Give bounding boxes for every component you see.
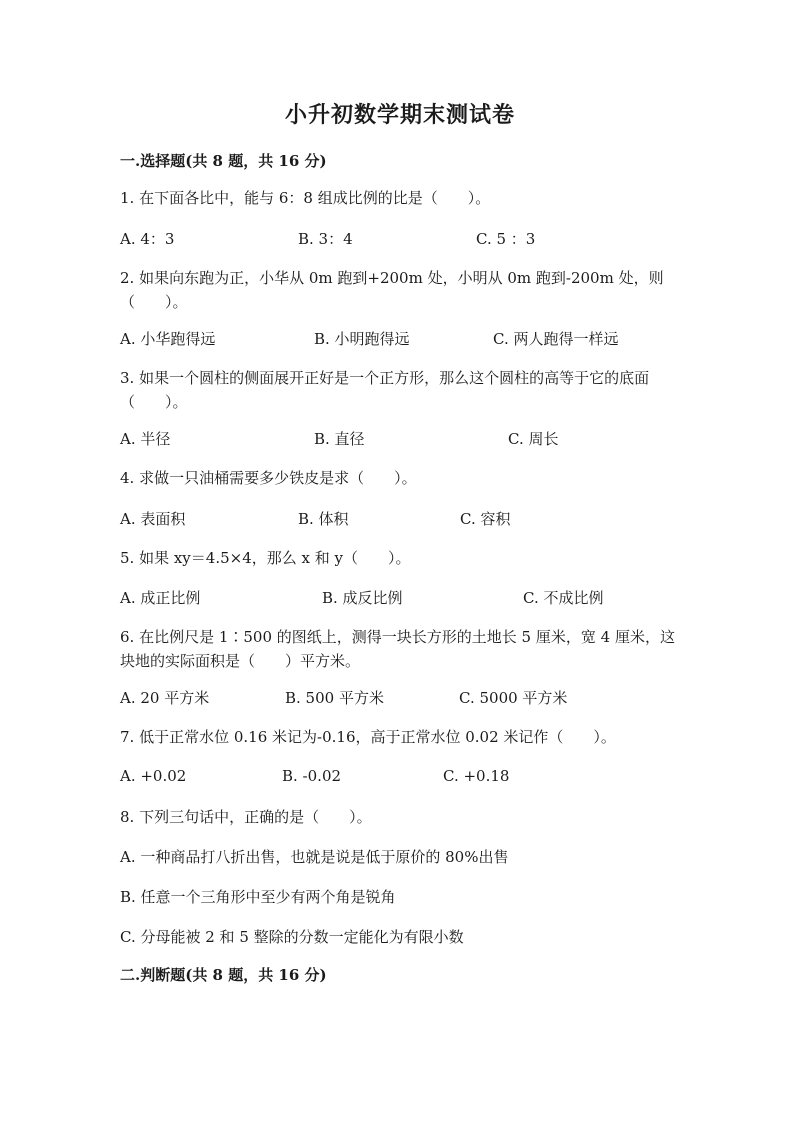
question-7-option-b: B. -0.02 (282, 767, 342, 785)
question-8-option-a: A. 一种商品打八折出售，也就是说是低于原价的 80%出售 (120, 848, 509, 866)
question-5: 5. 如果 xy＝4.5×4，那么 x 和 y（ ）。 (120, 549, 411, 567)
question-4-option-a: A. 表面积 (120, 510, 186, 528)
question-1-option-c: C. 5 ：3 (476, 230, 536, 248)
question-4-option-c: C. 容积 (460, 510, 511, 528)
section-heading-judgement: 二.判断题(共 8 题，共 16 分) (120, 966, 327, 984)
question-4: 4. 求做一只油桶需要多少铁皮是求（ ）。 (120, 469, 417, 487)
question-7-option-c: C. +0.18 (443, 767, 510, 785)
question-5-option-c: C. 不成比例 (523, 589, 604, 607)
section-heading-choice: 一.选择题(共 8 题，共 16 分) (120, 152, 327, 170)
question-6: 6. 在比例尺是 1∶500 的图纸上，测得一块长方形的土地长 5 厘米，宽 4 厘米，这块地的实际面积是（ ）平方米。 (120, 628, 675, 670)
question-8-option-b: B. 任意一个三角形中至少有两个角是锐角 (120, 888, 396, 906)
question-5-option-b: B. 成反比例 (322, 589, 403, 607)
question-6-option-b: B. 500 平方米 (285, 689, 384, 707)
page-title: 小升初数学期末测试卷 (284, 102, 515, 128)
question-3-option-a: A. 半径 (120, 430, 171, 448)
question-1: 1. 在下面各比中，能与 6：8 组成比例的比是（ ）。 (120, 189, 491, 207)
question-6-option-c: C. 5000 平方米 (459, 689, 568, 707)
question-4-option-b: B. 体积 (298, 510, 349, 528)
question-1-option-b: B. 3：4 (298, 230, 353, 248)
question-8-option-c: C. 分母能被 2 和 5 整除的分数一定能化为有限小数 (120, 928, 464, 946)
question-8: 8. 下列三句话中，正确的是（ ）。 (120, 808, 372, 826)
question-3-option-c: C. 周长 (508, 430, 559, 448)
question-7: 7. 低于正常水位 0.16 米记为-0.16，高于正常水位 0.02 米记作（ ）。 (120, 728, 616, 746)
question-7-option-a: A. +0.02 (120, 767, 187, 785)
question-1-option-a: A. 4：3 (120, 230, 175, 248)
question-2-option-c: C. 两人跑得一样远 (493, 330, 619, 348)
question-3: 3. 如果一个圆柱的侧面展开正好是一个正方形，那么这个圆柱的高等于它的底面（ ）。 (120, 369, 650, 411)
question-3-option-b: B. 直径 (314, 430, 365, 448)
question-6-option-a: A. 20 平方米 (120, 689, 210, 707)
question-2-option-b: B. 小明跑得远 (314, 330, 410, 348)
question-2: 2. 如果向东跑为正，小华从 0m 跑到+200m 处，小明从 0m 跑到-200m 处，则（ ）。 (120, 269, 664, 311)
question-2-option-a: A. 小华跑得远 (120, 330, 216, 348)
question-5-option-a: A. 成正比例 (120, 589, 201, 607)
